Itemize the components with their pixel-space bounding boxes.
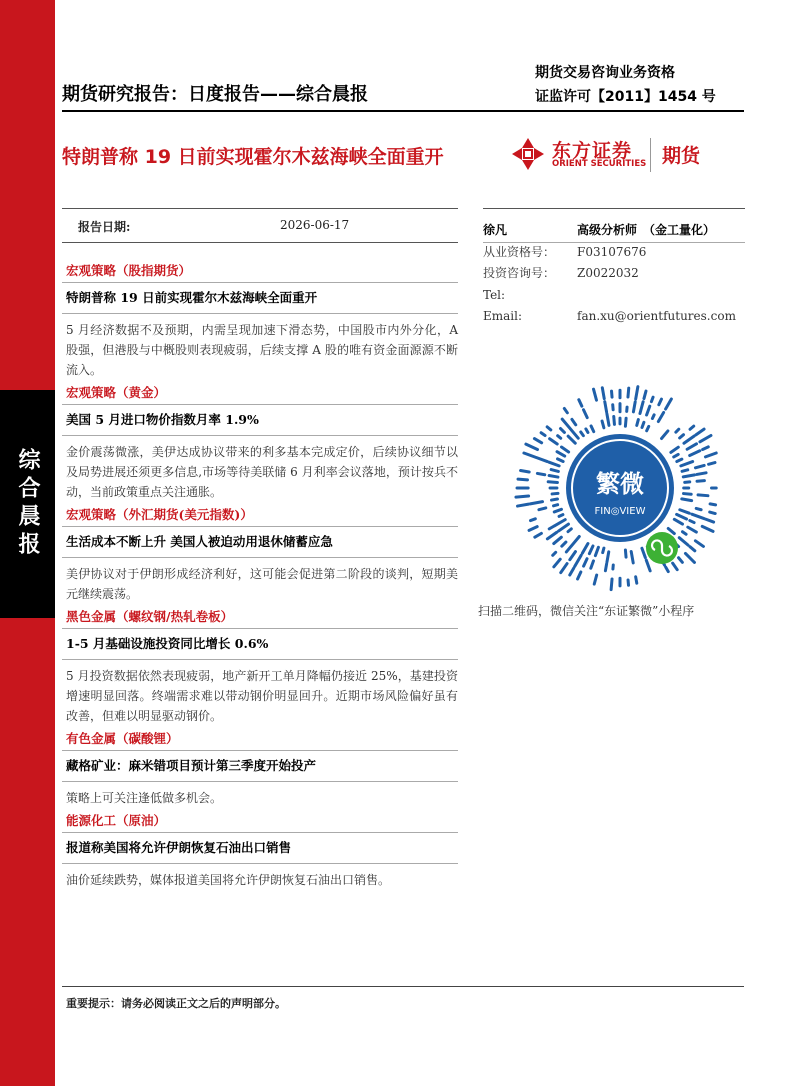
qr-ray [562,419,570,428]
qr-ray [690,521,694,523]
qr-ray [605,564,606,571]
qr-ray [584,410,588,418]
analyst-name: 徐凡 [483,223,508,237]
qr-ray [677,459,682,461]
qr-ray [690,547,695,551]
qr-ray [611,579,612,590]
qr-ray [666,399,672,409]
qr-ray [682,470,688,472]
qr-ray [647,406,650,415]
analyst-email[interactable]: fan.xu@orientfutures.com [577,309,736,323]
qr-ray [695,541,703,547]
qr-ray [553,552,556,555]
headline-divider [62,781,458,782]
qr-ray [674,454,678,457]
qr-ray [534,439,541,443]
analyst-row-key: Tel: [483,287,506,302]
analyst-title: 高级分析师 （金工量化） [577,223,716,237]
qr-ray [518,479,527,480]
summary-section [62,606,458,726]
qr-ray [518,504,529,506]
headline-divider [62,313,458,314]
headline-divider [62,557,458,558]
qr-ray [709,463,715,465]
qr-ray [558,436,561,439]
qr-ray [548,482,557,483]
section-heading: 宏观策略（黄金） [66,385,167,400]
page-title: 特朗普称 19 日前实现霍尔木兹海峡全面重开 [62,146,444,168]
qr-ray [591,426,594,432]
headline-divider [62,435,458,436]
right-top-rule [483,208,745,209]
summary-section [62,382,458,502]
section-heading: 能源化工（原油） [66,813,167,828]
analyst-info [483,220,745,328]
analyst-row-key: 从业资格号： [483,244,556,259]
qr-ray [570,568,574,575]
qr-ray [637,420,639,426]
qr-ray [561,447,568,452]
qr-ray [578,572,581,579]
side-tab-label: 综合晨报 [15,448,40,560]
qr-center-en: FIN◎VIEW [594,506,646,517]
logo-divider [650,138,651,172]
analyst-row-value: Z0022032 [577,266,639,280]
analyst-row-key: 投资咨询号： [483,266,556,280]
qr-ray [549,475,558,477]
summary-section [62,810,458,890]
qr-ray [568,436,575,443]
qr-ray [552,493,558,494]
section-heading: 宏观策略（股指期货） [66,263,192,278]
side-section-tab [0,390,55,618]
summary-section [62,728,458,808]
qr-ray [557,452,565,456]
qr-ray [579,400,582,407]
qr-ray [697,473,706,475]
qr-ray [555,520,565,526]
qr-ray [625,418,626,426]
qr-ray [636,577,637,583]
qr-ray [644,391,646,398]
qr-ray [549,462,559,466]
qr-ray [521,470,530,472]
section-headline: 藏格矿业：麻米错项目预计第三季度开始投产 [66,758,317,773]
section-divider [62,282,458,283]
report-type-title: 期货研究报告：日度报告——综合晨报 [62,84,368,105]
qr-ray [554,509,561,512]
qr-ray [572,537,580,546]
footer-divider [62,986,744,987]
qr-ray [698,495,708,496]
qr-ray [591,561,594,568]
qr-ray [685,553,694,562]
qr-ray [554,537,562,543]
qr-ray [566,546,571,552]
qr-ray [684,436,694,443]
qr-ray [642,548,645,557]
qr-ray [570,552,576,560]
qr-ray [526,444,538,449]
qr-ray [671,447,678,452]
qr-ray [646,560,650,571]
summary-section [62,504,458,604]
date-divider [62,242,458,243]
qr-ray [531,519,536,521]
qr-ray [561,564,567,573]
section-headline: 美国 5 月进口物价指数月率 1.9% [66,412,259,427]
qr-ray [602,421,604,428]
qr-ray [550,439,558,444]
qr-center-cn: 繁微 [596,470,644,498]
qr-ray [652,415,654,419]
analyst-row [483,285,745,307]
qr-ray [539,508,546,510]
qr-ray [662,431,668,439]
qr-ray [607,552,609,562]
qr-ray [681,462,693,466]
logo-name-cn: 东方证券 [552,140,633,162]
qr-ray [702,526,713,531]
qr-ray [524,453,535,457]
qr-ray [605,402,607,412]
qr-ray [541,433,545,436]
headline-divider [62,659,458,660]
qr-ray [537,473,544,474]
qr-ray [535,533,542,537]
qr-ray [700,435,711,441]
report-date-value: 2026-06-17 [280,218,350,232]
logo-name-en: ORIENT SECURITIES [552,159,647,169]
qr-ray [673,563,678,570]
qr-ray [658,412,663,421]
qr-ray [628,388,629,397]
qr-ray [561,429,565,433]
section-headline: 生活成本不断上升 美国人被迫动用退休储蓄应急 [66,534,333,549]
qr-ray [705,519,713,522]
qr-ray [586,429,588,433]
qr-caption: 扫描二维码，微信关注“东证繁微”小程序 [478,604,695,618]
qr-ray [659,399,662,405]
qr-ray [554,505,558,506]
analyst-row [483,242,745,264]
section-heading: 有色金属（碳酸锂） [66,731,179,746]
qr-ray [572,419,576,424]
qr-ray [571,429,578,438]
qr-ray [676,429,679,432]
qr-ray [666,567,669,571]
qr-ray [594,575,596,584]
qr-ray [536,458,547,462]
section-body: 5 月经济数据不及预期，内需呈现加速下滑态势，中国股市内外分化，A 股强，但港股与中概股则表现疲弱，后续支撑 A 股的唯有资金面源源不断流入。 [66,323,458,377]
qr-ray [692,514,704,518]
section-divider [62,750,458,751]
qr-ray [682,499,692,501]
section-divider [62,404,458,405]
header-divider [62,110,744,112]
section-heading: 黑色金属（螺纹钢/热轧卷板） [66,609,234,624]
headline-divider [62,863,458,864]
logo-sub-label: 期货 [662,145,701,167]
qualification-text: 期货交易咨询业务资格 [535,65,675,81]
qr-ray [688,527,697,532]
orient-securities-logo-icon [510,136,546,172]
disclaimer-note: 重要提示：请务必阅读正文之后的声明部分。 [66,997,286,1010]
qr-ray [683,475,694,477]
section-divider [62,832,458,833]
qr-ray [642,422,644,427]
qr-ray [529,527,537,531]
qr-ray [690,426,694,429]
analyst-row [483,263,745,285]
section-divider [62,526,458,527]
qr-ray [582,544,588,554]
qr-ray [575,555,581,566]
qr-ray [677,514,687,519]
qr-ray [568,529,571,532]
qr-ray [558,524,568,531]
qr-ray [530,502,542,504]
section-headline: 报道称美国将允许伊朗恢复石油出口销售 [66,840,292,855]
section-body: 美伊协议对于伊朗形成经济利好，这可能会促进第二阶段的谈判，短期美元继续震荡。 [66,567,458,601]
summary-section [62,260,458,380]
qr-ray [710,504,716,505]
qr-ray [552,499,558,500]
company-logo [510,132,740,176]
qr-ray [558,459,564,462]
qr-ray [697,481,704,482]
qr-ray [612,391,613,397]
qr-ray [636,387,638,400]
qr-ray [674,519,682,524]
license-text: 证监许可【2011】1454 号 [535,89,716,105]
qr-ray [647,426,649,430]
qr-ray [581,432,584,436]
qr-ray [584,559,587,566]
analyst-row-key: Email: [483,309,523,323]
qr-ray [595,547,598,555]
qr-ray [594,389,597,400]
qr-ray [516,496,529,497]
section-divider [62,628,458,629]
analyst-divider [483,242,745,243]
section-body: 金价震荡微涨，美伊达成协议带来的利多基本完成定价，后续协议细节以及局势进展还须更多信息,市场等待美联储 6 月利率会议落地，预计按兵不动，当前政策重点关注通胀。 [66,445,458,499]
section-heading: 宏观策略（外汇期货(美元指数)） [66,507,253,522]
qr-ray [680,435,684,438]
left-top-rule [62,208,458,209]
qr-ray [547,427,551,430]
qr-ray [680,510,689,513]
section-headline: 特朗普称 19 日前实现霍尔木兹海峡全面重开 [66,290,318,305]
qr-ray [679,538,688,545]
qr-ray [554,559,560,567]
qr-ray [547,532,556,539]
qr-ray [684,494,692,495]
qr-ray [690,451,700,456]
analyst-row [483,306,745,328]
qr-ray [640,402,643,414]
qr-ray [703,447,709,450]
qr-ray [633,402,635,412]
qr-ray [602,388,604,399]
qr-ray [607,414,609,426]
qr-ray [631,552,633,563]
qr-ray [562,542,566,546]
analyst-header-row [483,220,745,242]
qr-ray [589,546,593,554]
analyst-row-value: F03107676 [577,244,647,259]
section-headline: 1-5 月基础设施投资同比增长 0.6% [66,636,269,651]
qr-ray [603,548,604,552]
qr-ray [651,397,653,402]
qr-ray [559,515,563,517]
qr-ray [625,550,626,557]
qr-ray [682,532,686,535]
qr-ray [679,558,683,563]
summary-content [62,260,458,892]
qr-ray [668,528,674,533]
mini-program-qr-code-icon[interactable] [512,380,728,596]
qr-ray [710,512,716,513]
qr-ray [551,470,558,472]
section-body: 油价延续跌势，媒体报道美国将允许伊朗恢复石油出口销售。 [66,873,391,887]
qr-ray [564,408,567,412]
qr-ray [696,508,701,509]
qr-ray [549,526,554,529]
report-date-label: 报告日期: [78,220,131,234]
qr-ray [614,417,615,425]
qr-ray [705,453,716,457]
qr-ray [696,429,704,435]
qr-ray [687,444,696,449]
qr-ray [695,465,704,467]
section-body: 5 月投资数据依然表现疲弱，地产新开工单月降幅仍接近 25%，基建投资增速明显回落。终端需求难以带动钢价明显回升。近期市场风险偏好虽有改善，但难以明显驱动钢价。 [66,669,458,723]
section-body: 策略上可关注逢低做多机会。 [66,791,223,805]
